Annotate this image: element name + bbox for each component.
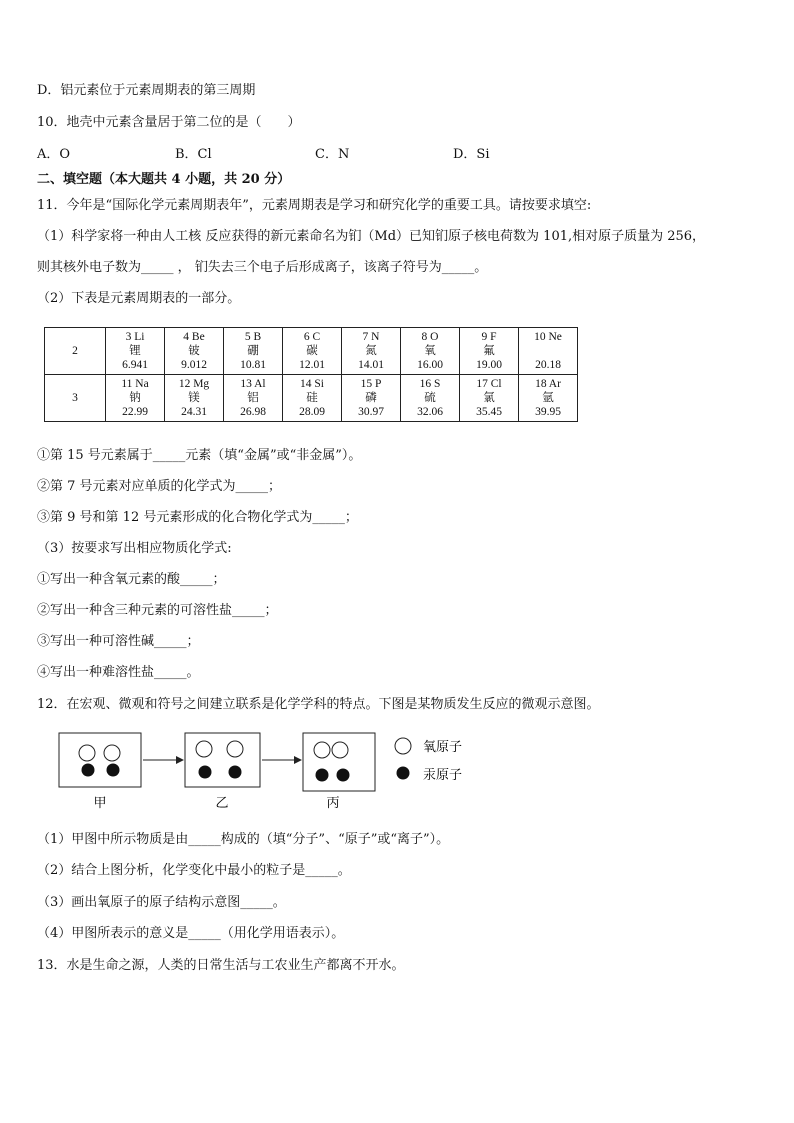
element-cell [460, 375, 519, 422]
element-number: 17 Cl [476, 378, 502, 390]
element-number: 12 Mg [178, 378, 210, 390]
element-mass: 22.99 [122, 406, 148, 418]
question-11: 11．今年是“国际化学元素周期表年”，元素周期表是学习和研究化学的重要工具。请按要求填空: [37, 198, 592, 213]
element-number: 6 C [303, 331, 321, 343]
element-cell [342, 328, 401, 375]
period-label: 2 [45, 328, 106, 375]
question-13: 13．水是生命之源，人类的日常生活与工农业生产都离不开水。 [37, 958, 405, 973]
question-12-part2: （2）结合上图分析，化学变化中最小的粒子是_____。 [37, 863, 351, 878]
element-name: 氟 [483, 345, 495, 357]
table-row-period-3 [45, 375, 578, 422]
element-name: 铝 [247, 392, 259, 404]
element-number: 3 Li [125, 331, 145, 343]
question-12: 12．在宏观、微观和符号之间建立联系是化学学科的特点。下图是某物质发生反应的微观示意图。 [37, 697, 600, 712]
mercury-atom [316, 769, 329, 782]
element-mass: 6.941 [122, 359, 148, 371]
element-mass: 16.00 [417, 359, 443, 371]
oxygen-atom [79, 745, 95, 761]
element-number: 10 Ne [534, 331, 562, 343]
element-cell [342, 375, 401, 422]
element-name: 氧 [424, 345, 436, 357]
element-number: 15 P [360, 378, 382, 390]
element-cell [283, 375, 342, 422]
option-d-text: D．铝元素位于元素周期表的第三周期 [37, 83, 256, 98]
element-number: 13 Al [240, 378, 266, 390]
period-label: 3 [45, 375, 106, 422]
question-11-d2: ②写出一种含三种元素的可溶性盐_____； [37, 603, 278, 618]
panel-yi [185, 733, 260, 787]
element-name: 铍 [188, 345, 200, 357]
element-number: 14 Si [300, 378, 324, 390]
question-11-part1-a: （1）科学家将一种由人工核 反应获得的新元素命名为钔（Md）已知钔原子核电荷数为 101,相对原子质量为 256， [37, 229, 706, 244]
question-11-d3: ③写出一种可溶性碱_____； [37, 634, 200, 649]
element-cell [401, 375, 460, 422]
legend-mercury-label: 汞原子 [423, 768, 463, 783]
oxygen-atom [196, 741, 212, 757]
mercury-atom [229, 766, 242, 779]
label-bing: 丙 [326, 796, 340, 811]
periodic-table [44, 327, 578, 422]
element-name: 硫 [424, 392, 436, 404]
table-row-period-2 [45, 328, 578, 375]
element-name: 硅 [306, 392, 318, 404]
element-number: 8 O [421, 331, 439, 343]
element-mass: 35.45 [476, 406, 502, 418]
mercury-atom [337, 769, 350, 782]
question-11-c3: ③第 9 号和第 12 号元素形成的化合物化学式为_____； [37, 510, 358, 525]
option-a: A．O [37, 147, 71, 162]
element-cell [401, 328, 460, 375]
legend-oxygen-label: 氧原子 [423, 740, 463, 755]
question-11-d4: ④写出一种难溶性盐_____。 [37, 665, 200, 680]
element-mass: 20.18 [535, 359, 561, 371]
question-12-part4: （4）甲图所表示的意义是_____（用化学用语表示）。 [37, 926, 345, 941]
element-cell [283, 328, 342, 375]
mercury-legend-icon [397, 767, 410, 780]
question-10-options [37, 146, 597, 164]
element-name: 镁 [188, 392, 200, 404]
element-mass: 24.31 [181, 406, 207, 418]
element-cell [519, 328, 578, 375]
question-10: 10．地壳中元素含量居于第二位的是（ ） [37, 115, 301, 130]
panel-jia [59, 733, 141, 787]
question-11-d1: ①写出一种含氧元素的酸_____； [37, 572, 226, 587]
element-name: 碳 [306, 345, 318, 357]
panel-bing [303, 733, 375, 791]
element-number: 4 Be [183, 331, 205, 343]
element-mass: 26.98 [240, 406, 266, 418]
element-mass: 19.00 [476, 359, 502, 371]
option-d: D．Si [453, 147, 490, 162]
element-cell [165, 375, 224, 422]
element-mass: 28.09 [299, 406, 325, 418]
question-11-c1: ①第 15 号元素属于_____元素（填“金属”或“非金属”）。 [37, 448, 362, 463]
element-number: 16 S [419, 378, 441, 390]
mercury-atom [82, 764, 95, 777]
element-mass: 9.012 [181, 359, 207, 371]
oxygen-legend-icon [395, 738, 411, 754]
element-name: 氯 [483, 392, 495, 404]
element-mass: 10.81 [240, 359, 266, 371]
option-c: C．N [315, 147, 350, 162]
element-name: 磷 [365, 392, 377, 404]
element-name: 锂 [129, 345, 141, 357]
oxygen-atom [314, 742, 330, 758]
question-11-c2: ②第 7 号元素对应单质的化学式为_____； [37, 479, 282, 494]
element-cell [106, 375, 165, 422]
label-jia: 甲 [93, 796, 107, 811]
label-yi: 乙 [215, 796, 229, 811]
element-mass: 12.01 [299, 359, 325, 371]
mercury-atom [107, 764, 120, 777]
element-cell [165, 328, 224, 375]
element-cell [106, 328, 165, 375]
element-number: 11 Na [121, 378, 149, 390]
element-mass: 32.06 [417, 406, 443, 418]
element-mass: 30.97 [358, 406, 384, 418]
element-number: 7 N [362, 331, 380, 343]
section-2-heading: 二、填空题（本大题共 4 小题，共 20 分） [37, 172, 291, 187]
mercury-atom [199, 766, 212, 779]
question-12-part3: （3）画出氧原子的原子结构示意图_____。 [37, 895, 286, 910]
element-mass: 39.95 [535, 406, 561, 418]
element-number: 5 B [244, 331, 262, 343]
element-cell [519, 375, 578, 422]
oxygen-atom [332, 742, 348, 758]
element-number: 18 Ar [535, 378, 561, 390]
question-11-part1-b: 则其核外电子数为_____ ， 钔失去三个电子后形成离子，该离子符号为_____。 [37, 260, 488, 275]
legend [395, 738, 462, 783]
element-name: 氮 [365, 345, 377, 357]
question-11-part2: （2）下表是元素周期表的一部分。 [37, 291, 241, 306]
oxygen-atom [227, 741, 243, 757]
option-b: B．Cl [175, 147, 212, 162]
element-name: 钠 [129, 392, 141, 404]
element-cell [224, 375, 283, 422]
oxygen-atom [104, 745, 120, 761]
question-11-part3: （3）按要求写出相应物质化学式: [37, 541, 232, 556]
element-name [519, 344, 577, 358]
element-cell [224, 328, 283, 375]
element-cell [460, 328, 519, 375]
reaction-diagram [0, 725, 794, 820]
element-number: 9 F [481, 331, 497, 343]
element-name: 硼 [247, 345, 259, 357]
element-name: 氩 [542, 392, 554, 404]
question-12-part1: （1）甲图中所示物质是由_____构成的（填“分子”、“原子”或“离子”）。 [37, 832, 450, 847]
element-mass: 14.01 [358, 359, 384, 371]
